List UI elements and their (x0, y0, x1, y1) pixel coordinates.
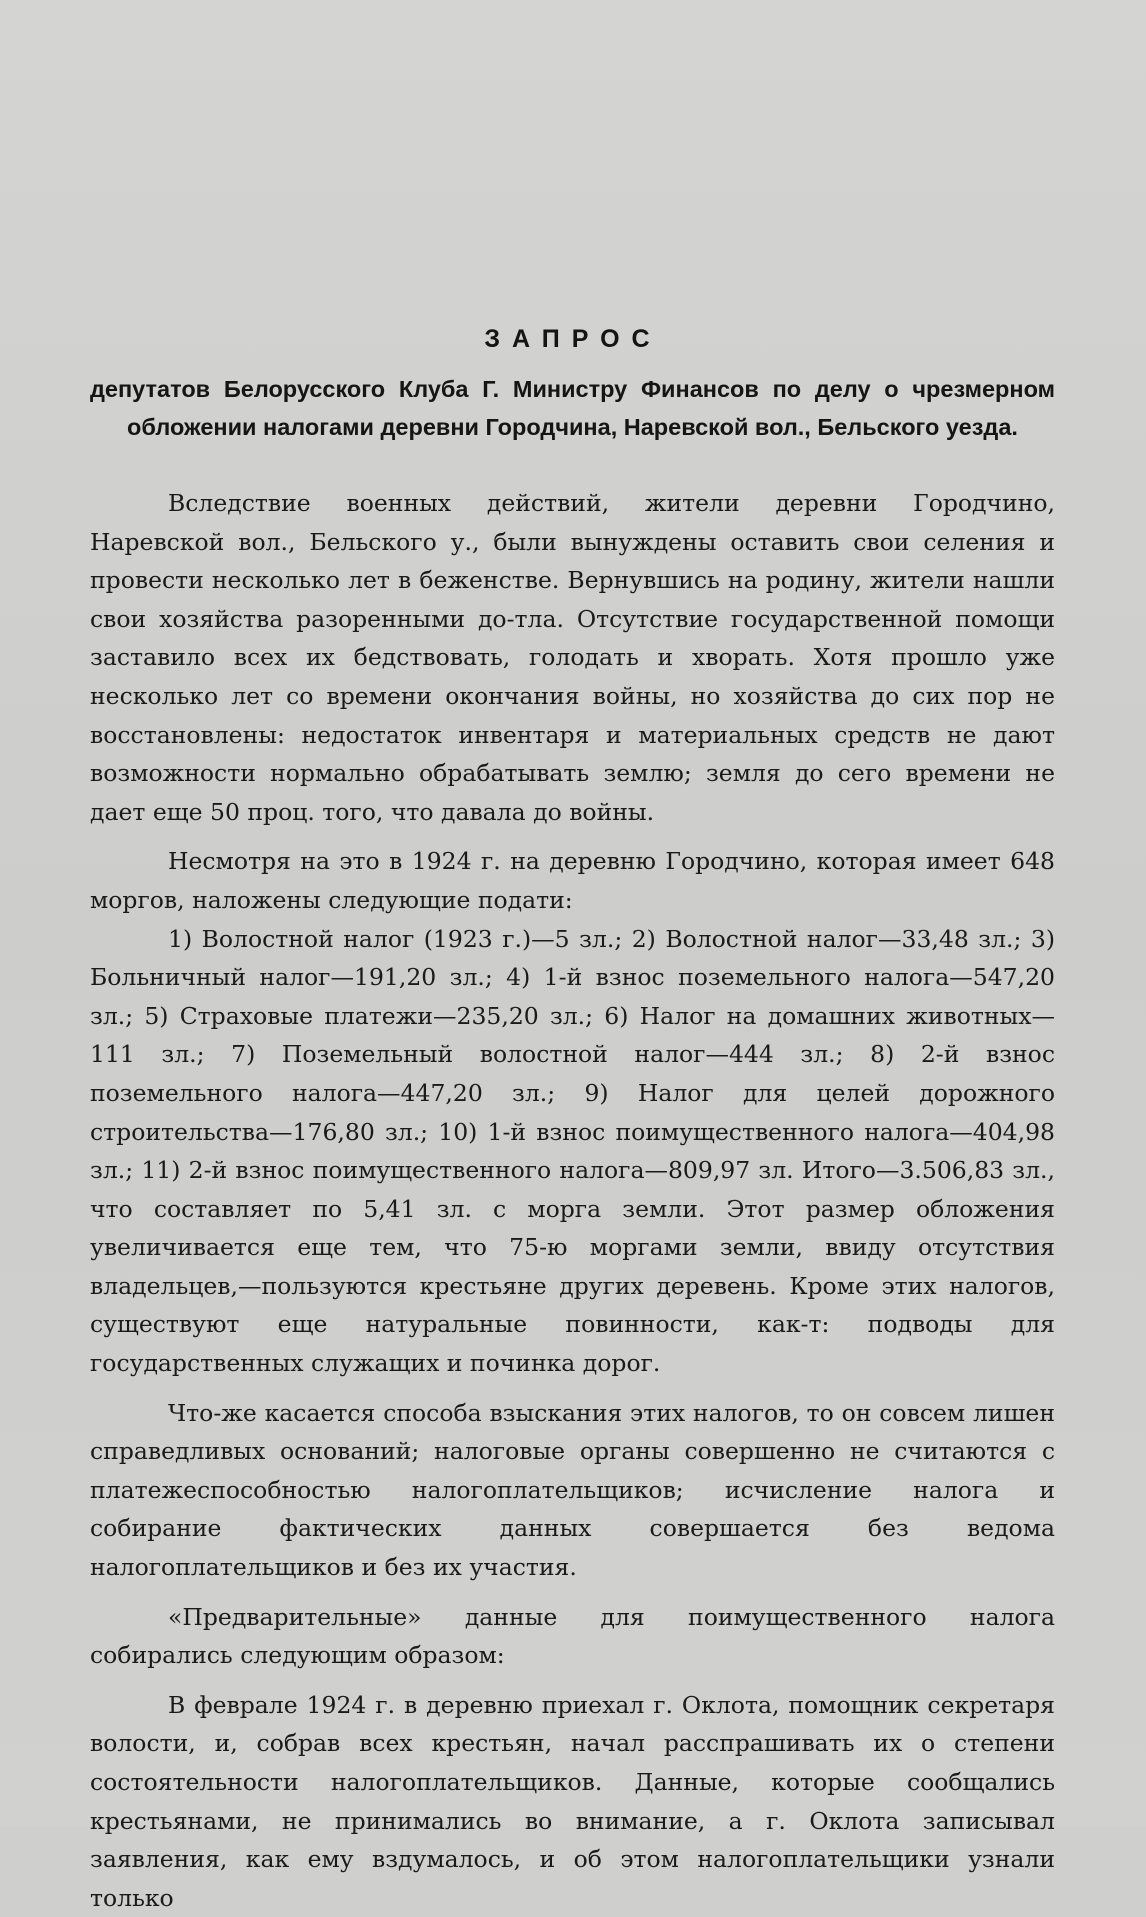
document-subtitle: депутатов Белорусского Клуба Г. Министру Финансов по делу о чрезмерном обложении налогами деревни Городчина, Наревской вол., Бельского уезда. (90, 376, 1055, 440)
paragraph: Что-же касается способа взыскания этих налогов, то он совсем лишен справедливых оснований; налоговые органы совершенно не считаются с платежеспособностью налогоплательщиков; исчисление налога и собирание фактических данных совершается без ведома налогоплательщиков и без их участия. (90, 1398, 1055, 1582)
paragraph: Несмотря на это в 1924 г. на деревню Городчино, которая имеет 648 моргов, наложены следующие подати: (90, 847, 1055, 914)
document-body (90, 484, 1055, 1917)
document-title: ЗАПРОС (484, 325, 662, 353)
paragraph: Вследствие военных действий, жители деревни Городчино, Наревской вол., Бельского у., были вынуждены оставить свои селения и провести несколько лет в беженстве. Вернувшись на родину, жители нашли свои хозяйства разоренными до-тла. Отсутствие государственной помощи заставило всех их бедствовать, голодать и хворать. Хотя прошло уже несколько лет со времени окончания войны, но хозяйства до сих пор не восстановлены: недостаток инвентаря и материальных средств не дают возможности нормально обрабатывать землю; земля до сего времени не дает еще 50 проц. того, что давала до войны. (90, 489, 1055, 826)
bleed-through-texture (110, 120, 1050, 300)
paragraph: В феврале 1924 г. в деревню приехал г. Оклота, помощник секретаря волости, и, собрав всех крестьян, начал расспрашивать их о степени состоятельности налогоплательщиков. Данные, которые сообщались крестьянами, не принимались во внимание, а г. Оклота записывал заявления, как ему вздумалось, и об этом налогоплательщики узнали только (90, 1690, 1055, 1912)
paragraph: «Предварительные» данные для поимущественного налога собирались следующим образом: (90, 1602, 1055, 1670)
paragraph: 1) Волостной налог (1923 г.)—5 зл.; 2) Волостной налог—33,48 зл.; 3) Больничный налог—191,20 зл.; 4) 1-й взнос поземельного налога—547,20 зл.; 5) Страховые платежи—235,20 зл.; 6) Налог на домашних животных—111 зл.; 7) Поземельный волостной налог—444 зл.; 8) 2-й взнос поземельного налога—447,20 зл.; 9) Налог для целей дорожного строительства—176,80 зл.; 10) 1-й взнос поимущественного налога—404,98 зл.; 11) 2-й взнос поимущественного налога—809,97 зл. Итого—3.506,83 зл., что составляет по 5,41 зл. с морга земли. Этот размер обложения увеличивается еще тем, что 75-ю моргами земли, ввиду отсутствия владельцев,—пользуются крестьяне других деревень. Кроме этих налогов, существуют еще натуральные повинности, как-т: подводы для государственных служащих и починка дорог. (90, 924, 1055, 1378)
